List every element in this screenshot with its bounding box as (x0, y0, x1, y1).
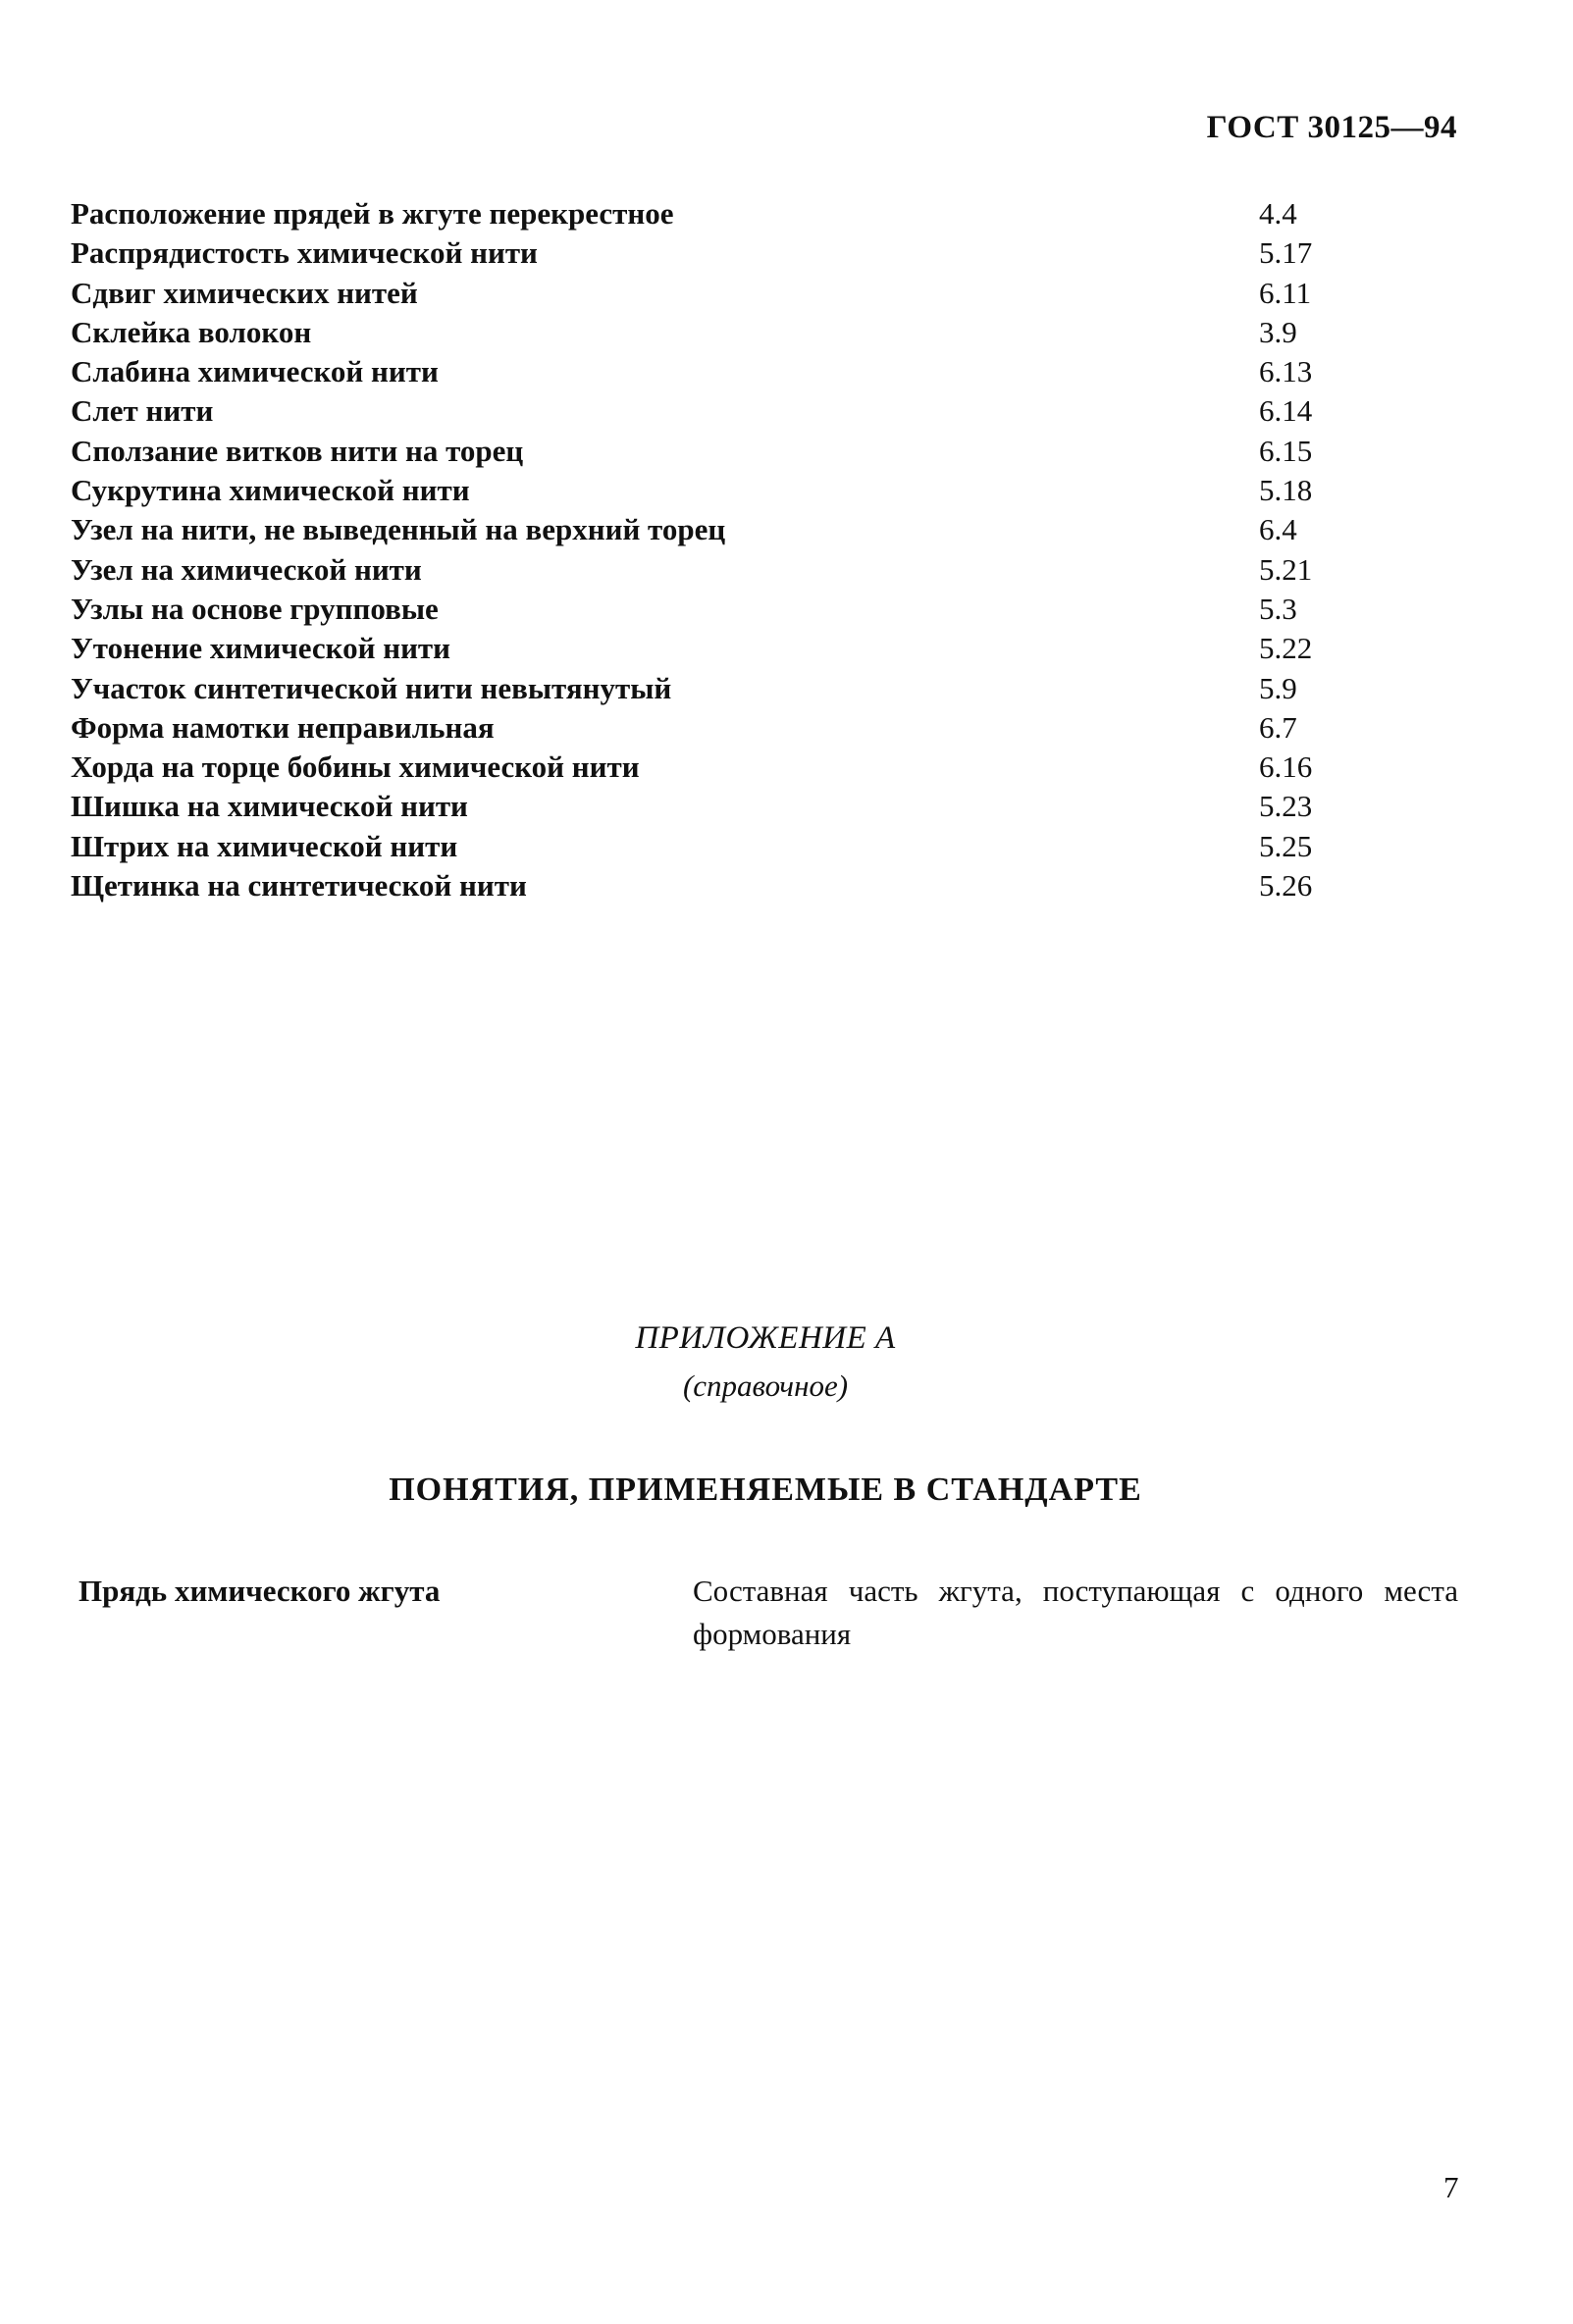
index-ref: 5.17 (1259, 235, 1313, 271)
index-row (71, 748, 1346, 787)
index-row (71, 313, 1346, 352)
index-term: Хорда на торце бобины химической нити (71, 749, 640, 785)
index-ref: 5.22 (1259, 631, 1313, 666)
index-row (71, 194, 1346, 233)
index-term: Форма намотки неправильная (71, 709, 495, 745)
index-row (71, 629, 1346, 668)
index-ref: 6.14 (1259, 393, 1313, 429)
index-ref: 4.4 (1259, 196, 1297, 231)
index-term: Щетинка на синтетической нити (71, 868, 527, 904)
index-term: Распрядистость химической нити (71, 235, 538, 271)
index-ref: 5.9 (1259, 670, 1297, 705)
index-row (71, 590, 1346, 629)
index-ref: 6.13 (1259, 354, 1313, 389)
index-term: Сползание витков нити на торец (71, 433, 524, 468)
index-term: Шишка на химической нити (71, 789, 468, 824)
index-ref: 6.16 (1259, 749, 1313, 785)
index-row (71, 352, 1346, 391)
index-term: Слабина химической нити (71, 354, 439, 389)
index-row (71, 550, 1346, 590)
index-ref: 3.9 (1259, 314, 1297, 349)
index-ref: 5.21 (1259, 551, 1313, 587)
index-row (71, 787, 1346, 826)
index-row (71, 827, 1346, 866)
index-ref: 5.25 (1259, 828, 1313, 863)
index-term: Сукрутина химической нити (71, 473, 470, 508)
index-row (71, 233, 1346, 273)
index-term: Сдвиг химических нитей (71, 275, 418, 310)
appendix-title: ПРИЛОЖЕНИЕ А (635, 1320, 896, 1356)
index-term: Узел на нити, не выведенный на верхний торец (71, 512, 726, 547)
index-ref: 6.15 (1259, 433, 1313, 468)
definition-term: Прядь химического жгута (79, 1574, 441, 1608)
alphabetical-index (71, 194, 1346, 905)
index-term: Слет нити (71, 393, 214, 429)
index-row (71, 510, 1346, 549)
index-ref: 5.26 (1259, 868, 1313, 904)
index-term: Утонение химической нити (71, 631, 451, 666)
index-term: Узлы на основе групповые (71, 591, 439, 626)
index-term: Расположение прядей в жгуте перекрестное (71, 196, 674, 231)
definition-text: Составная часть жгута, поступающая с одного места формования (693, 1574, 1458, 1651)
document-header: ГОСТ 30125—94 (1206, 110, 1457, 145)
index-ref: 5.23 (1259, 789, 1313, 824)
index-row (71, 866, 1346, 905)
index-row (71, 432, 1346, 471)
index-term: Узел на химической нити (71, 551, 422, 587)
index-row (71, 274, 1346, 313)
page-number: 7 (1443, 2170, 1459, 2204)
section-title: ПОНЯТИЯ, ПРИМЕНЯЕМЫЕ В СТАНДАРТЕ (389, 1472, 1142, 1508)
index-term: Участок синтетической нити невытянутый (71, 670, 672, 705)
index-ref: 6.11 (1259, 275, 1312, 310)
index-ref: 5.3 (1259, 591, 1297, 626)
index-row (71, 471, 1346, 510)
index-row (71, 391, 1346, 431)
index-term: Штрих на химической нити (71, 828, 458, 863)
index-ref: 5.18 (1259, 473, 1313, 508)
index-row (71, 669, 1346, 708)
index-row (71, 708, 1346, 748)
index-ref: 6.4 (1259, 512, 1297, 547)
index-ref: 6.7 (1259, 709, 1297, 745)
appendix-subtitle: (справочное) (682, 1369, 849, 1403)
index-term: Склейка волокон (71, 314, 312, 349)
